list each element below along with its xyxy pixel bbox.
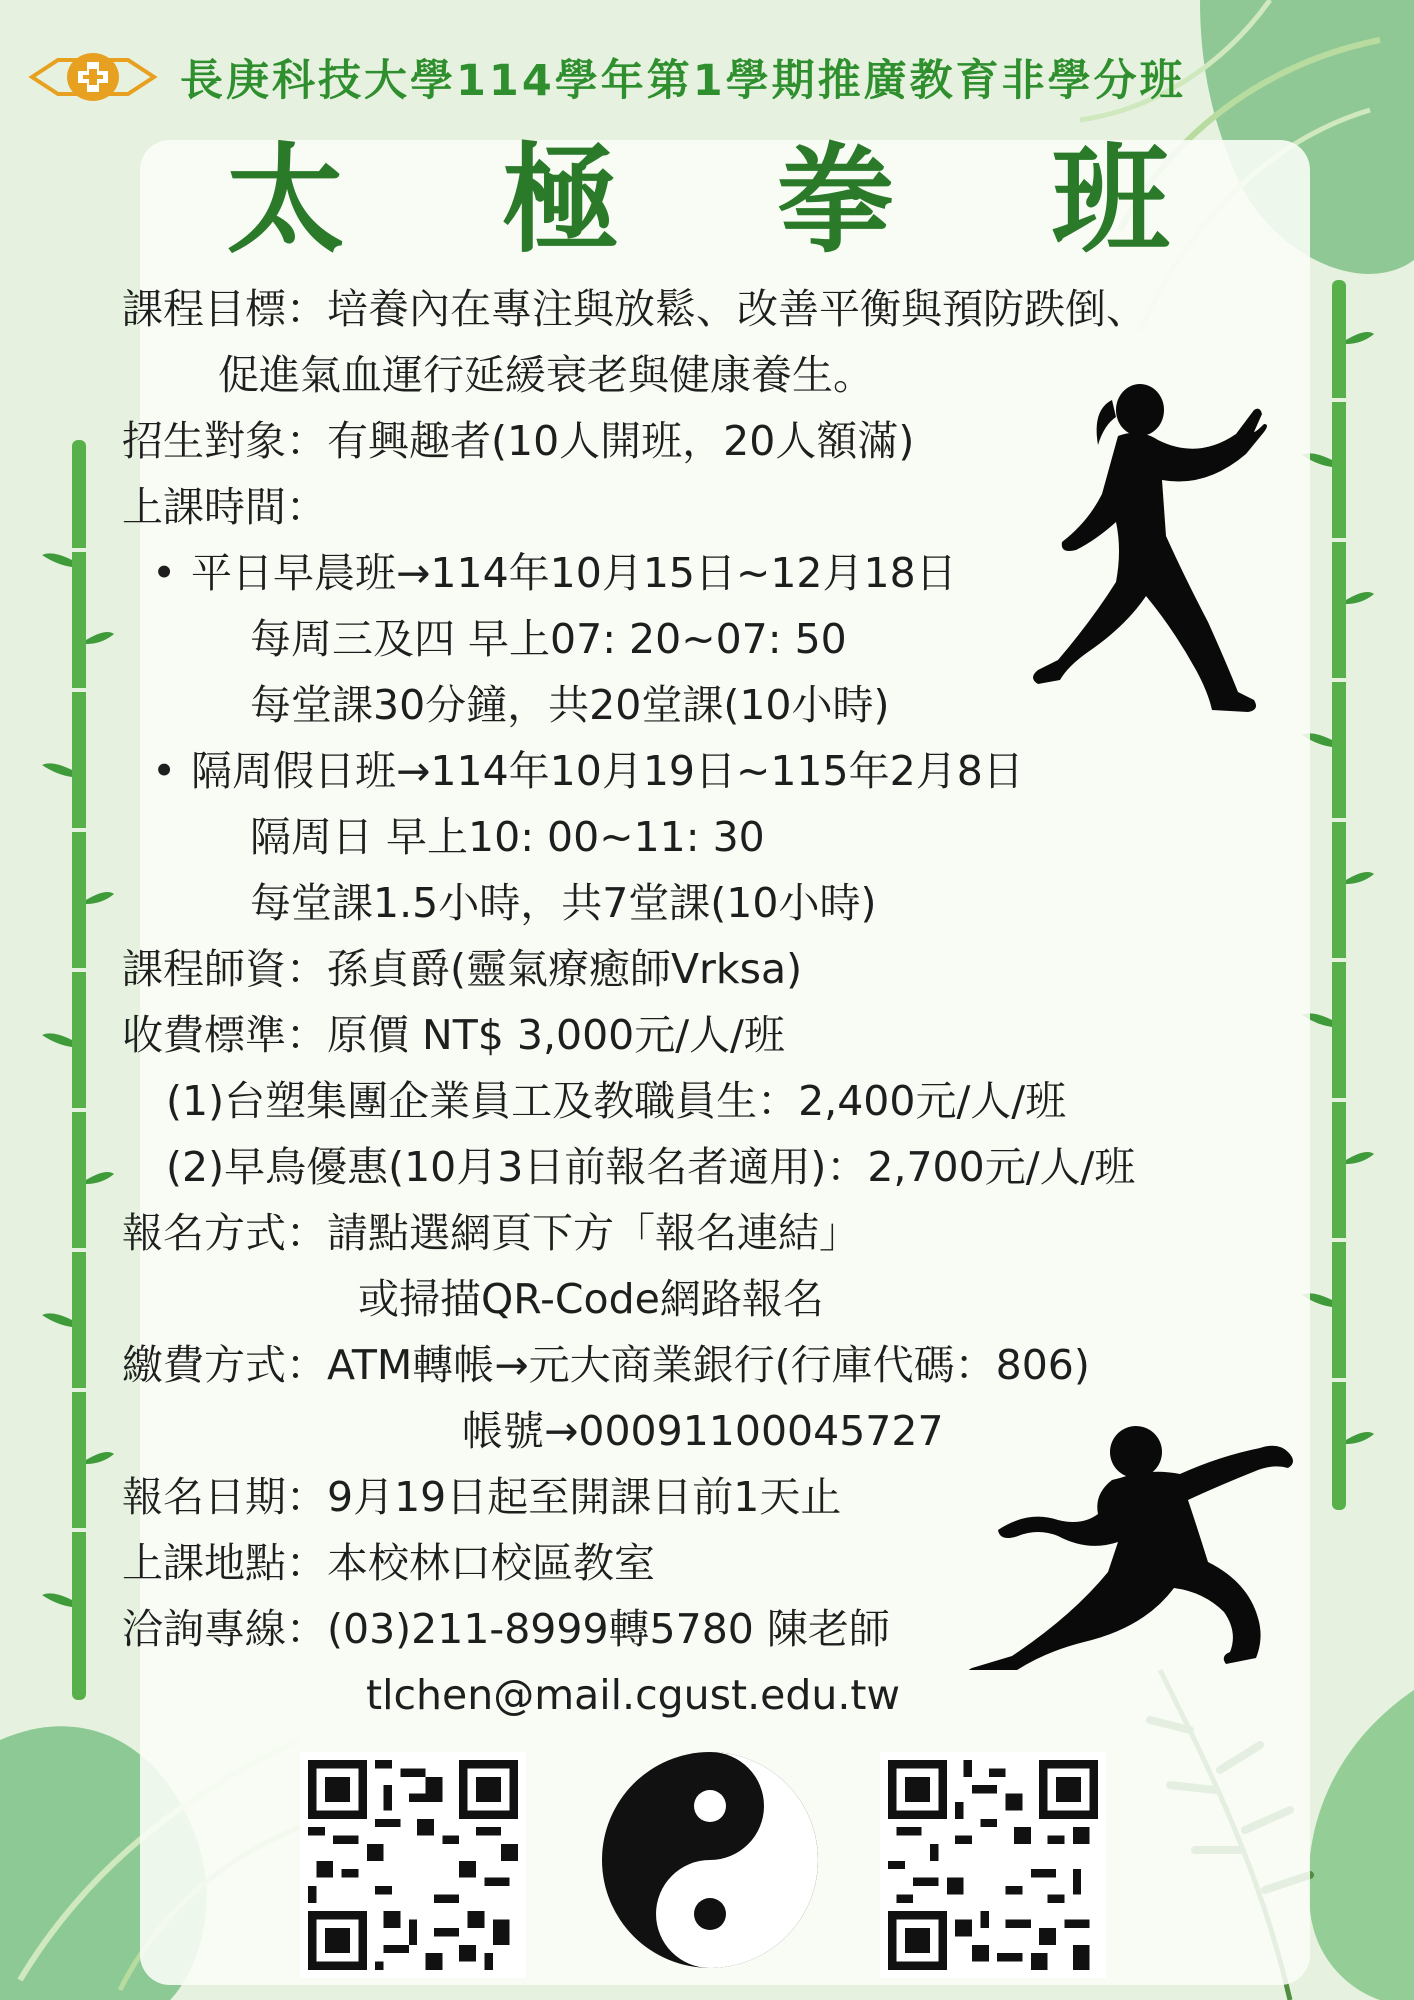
bullet-icon: • bbox=[152, 747, 177, 795]
registration-qr-code-right[interactable] bbox=[880, 1752, 1106, 1978]
register-method-line-1: 報名方式：請點選網頁下方「報名連結」 bbox=[122, 1209, 860, 1257]
yin-yang-icon bbox=[600, 1750, 820, 1970]
location-line: 上課地點：本校林口校區教室 bbox=[122, 1539, 655, 1587]
schedule-label: 上課時間： bbox=[122, 483, 327, 531]
register-date-line: 報名日期：9月19日起至開課日前1天止 bbox=[122, 1473, 842, 1521]
qr-code-icon bbox=[308, 1760, 518, 1970]
weekend-class-line bbox=[122, 738, 1302, 804]
weekday-class-text: 平日早晨班→114年10月15日~12月18日 bbox=[191, 549, 957, 597]
contact-email[interactable]: tlchen@mail.cgust.edu.tw bbox=[366, 1671, 900, 1719]
goal-line-1: 課程目標：培養內在專注與放鬆、改善平衡與預防跌倒、 bbox=[122, 285, 1147, 333]
qr-code-icon bbox=[888, 1760, 1098, 1970]
goal-line-2: 促進氣血運行延緩衰老與健康養生。 bbox=[218, 351, 874, 399]
fee-discount-2: (2)早鳥優惠(10月3日前報名者適用)：2,700元/人/班 bbox=[166, 1143, 1136, 1191]
audience-line: 招生對象：有興趣者(10人開班，20人額滿) bbox=[122, 417, 915, 465]
payment-line-1: 繳費方式：ATM轉帳→元大商業銀行(行庫代碼：806) bbox=[122, 1341, 1090, 1389]
bullet-icon: • bbox=[152, 549, 177, 597]
school-title: 長庚科技大學114學年第1學期推廣教育非學分班 bbox=[180, 55, 1186, 106]
register-method-line-2: 或掃描QR-Code網路報名 bbox=[358, 1275, 824, 1323]
course-title: 太 極 拳 班 bbox=[226, 131, 1228, 269]
fee-line: 收費標準：原價 NT$ 3,000元/人/班 bbox=[122, 1011, 785, 1059]
weekend-time-line: 隔周日 早上10: 00~11: 30 bbox=[250, 813, 765, 861]
header bbox=[28, 42, 1388, 112]
right-bamboo-decoration bbox=[1300, 280, 1380, 1510]
payment-line-2: 帳號→00091100045727 bbox=[462, 1407, 944, 1455]
contact-line: 洽詢專線：(03)211-8999轉5780 陳老師 bbox=[122, 1605, 890, 1653]
cross-emblem-icon bbox=[28, 42, 158, 112]
tai-chi-man-silhouette-icon bbox=[950, 1420, 1320, 1670]
left-bamboo-decoration bbox=[36, 440, 116, 1700]
registration-qr-code-left[interactable] bbox=[300, 1752, 526, 1978]
teacher-line: 課程師資：孫貞爵(靈氣療癒師Vrksa) bbox=[122, 945, 803, 993]
fee-discount-1: (1)台塑集團企業員工及教職員生：2,400元/人/班 bbox=[166, 1077, 1067, 1125]
weekday-detail-line: 每堂課30分鐘，共20堂課(10小時) bbox=[250, 681, 890, 729]
weekend-class-text: 隔周假日班→114年10月19日~115年2月8日 bbox=[191, 747, 1024, 795]
weekday-time-line: 每周三及四 早上07: 20~07: 50 bbox=[250, 615, 847, 663]
weekend-detail-line: 每堂課1.5小時，共7堂課(10小時) bbox=[250, 879, 877, 927]
tai-chi-woman-silhouette-icon bbox=[1000, 370, 1290, 720]
